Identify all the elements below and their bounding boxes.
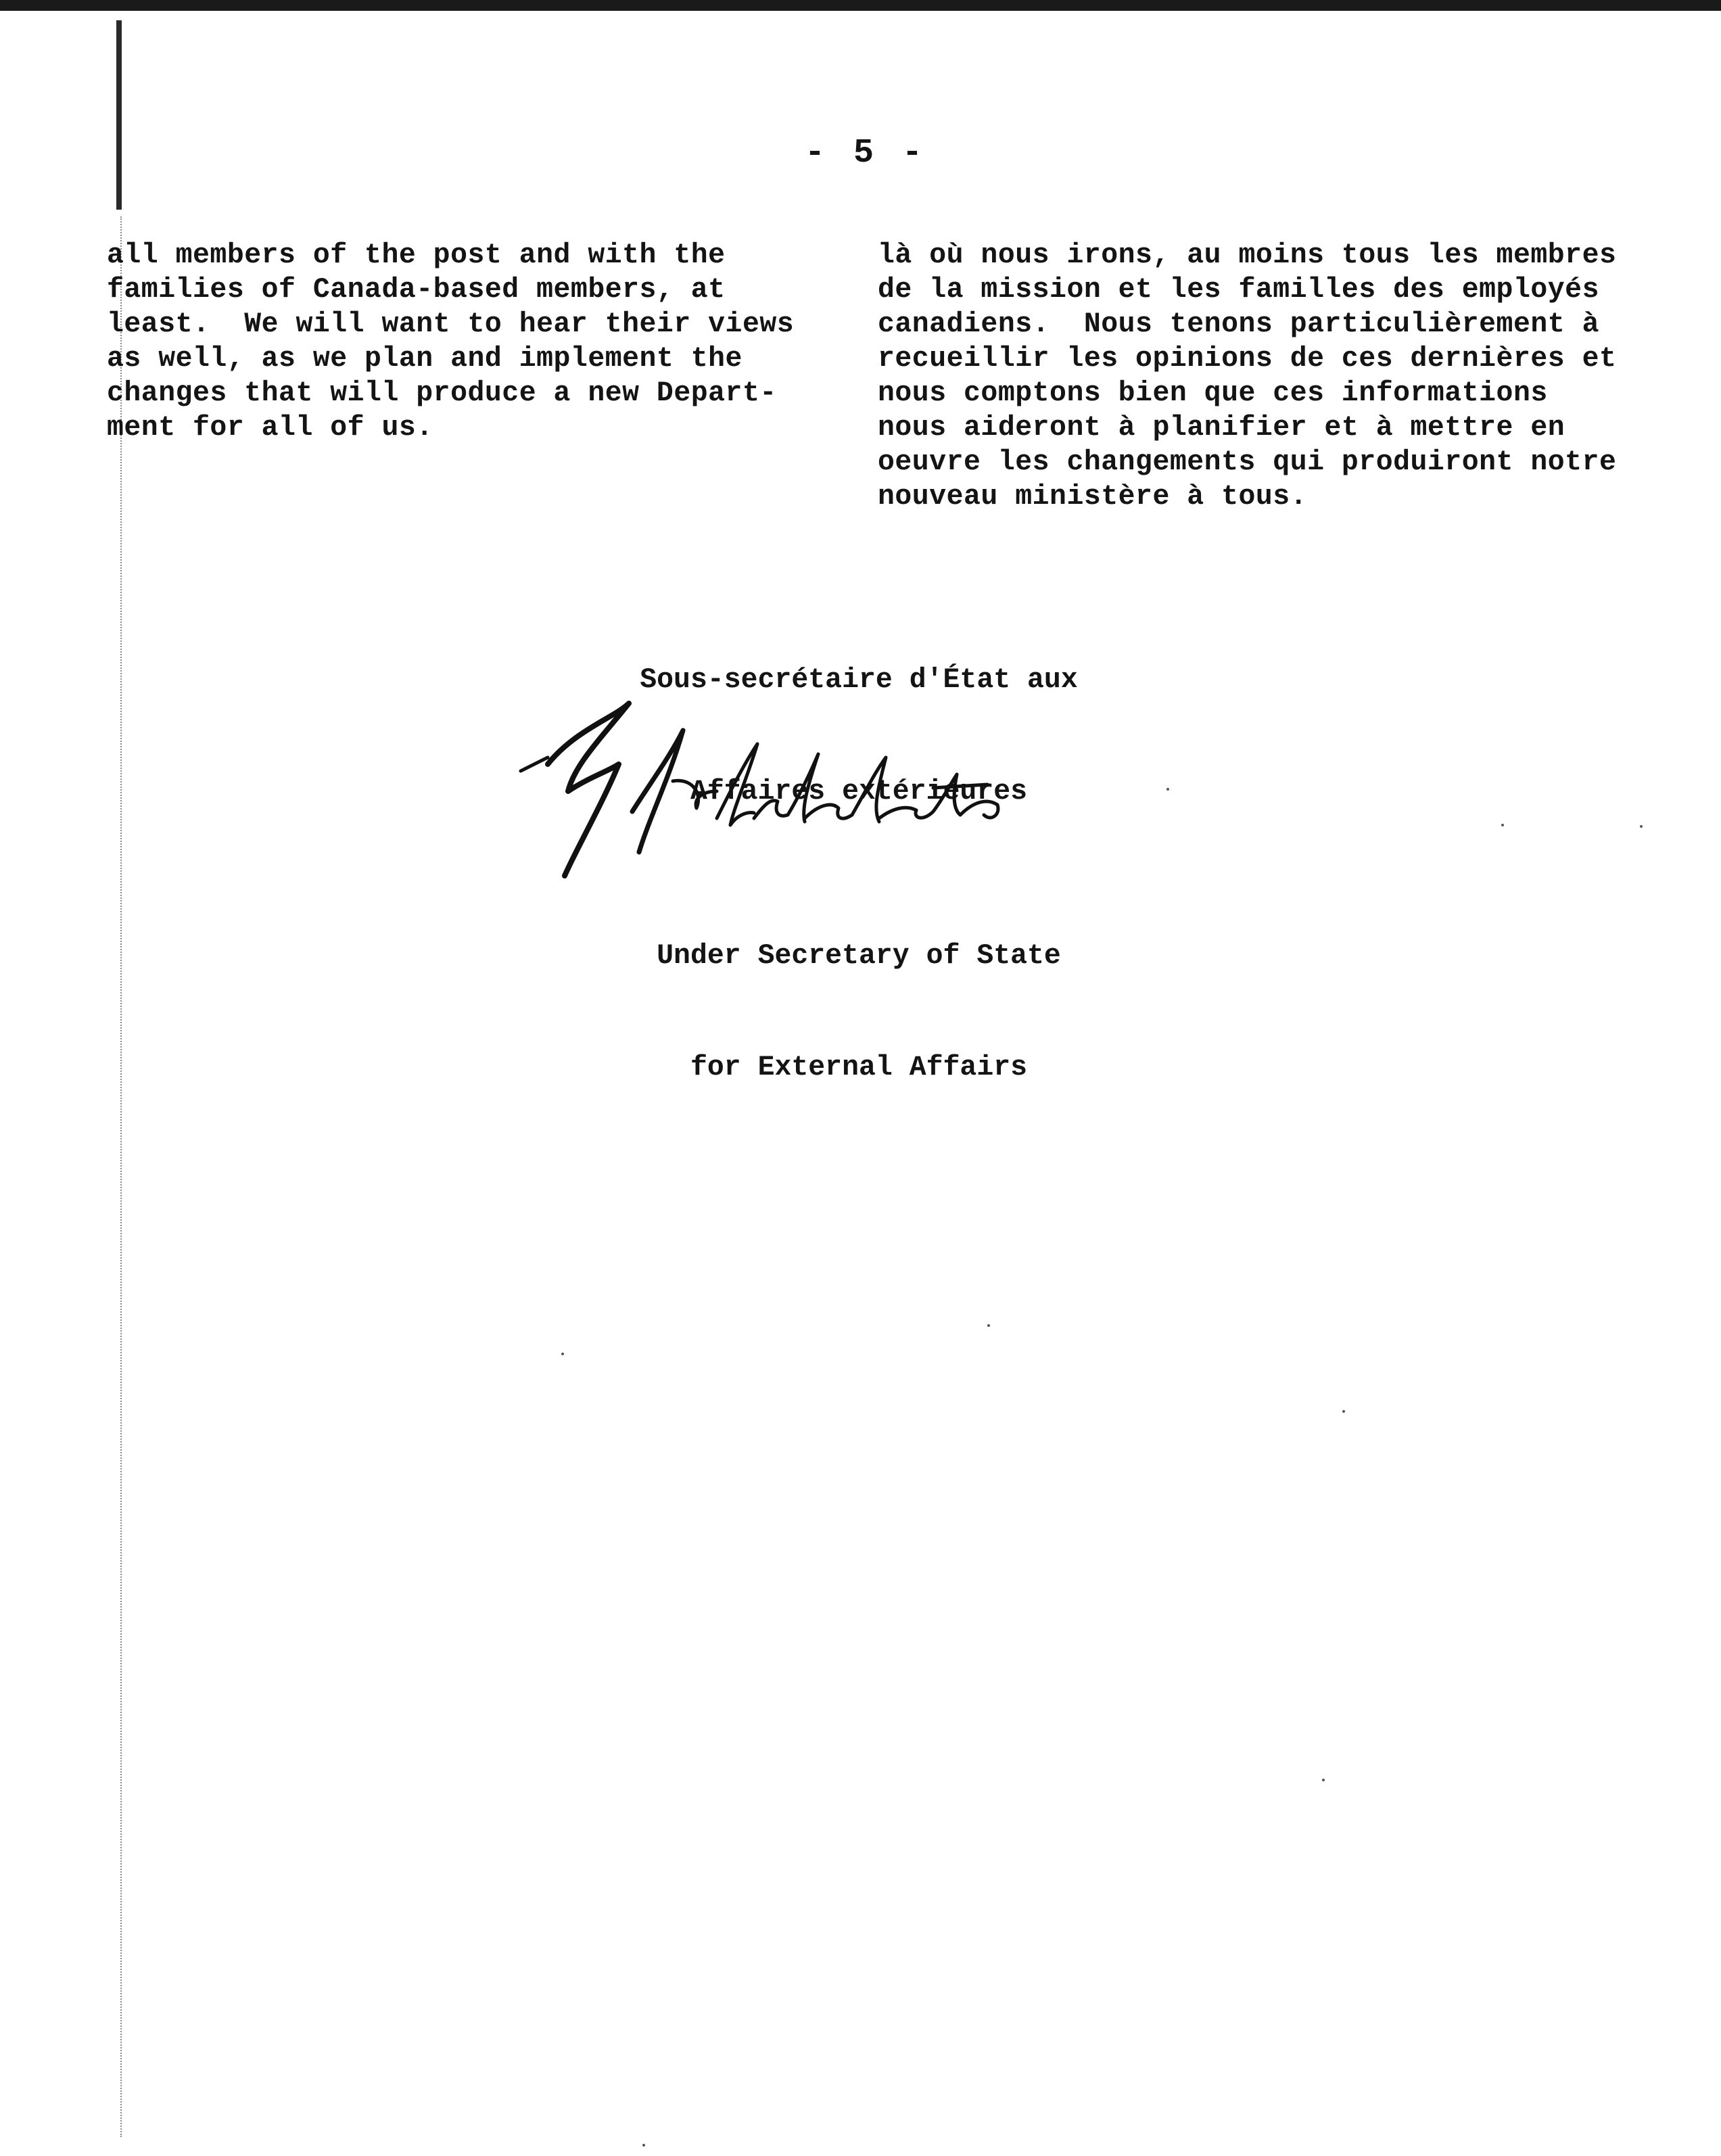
scan-speck [1322,1779,1325,1781]
french-line: de la mission et les familles des employés [878,274,1599,306]
signatory-title-english [588,863,1129,1123]
french-line: là où nous irons, au moins tous les membres [878,239,1617,271]
page-number: - 5 - [804,134,927,172]
scan-margin-marks [120,216,124,2137]
english-line: families of Canada-based members, at [107,274,726,306]
scan-speck [561,1353,564,1355]
english-column [107,238,810,445]
scan-speck [642,2144,645,2147]
scan-top-edge [0,0,1721,11]
signatory-title-line: Affaires extérieures [690,776,1028,807]
english-line: changes that will produce a new Depart- [107,377,777,409]
french-line: oeuvre les changements qui produiront notre [878,446,1617,478]
french-column [878,238,1635,514]
signatory-title-line: for External Affairs [690,1052,1028,1083]
scan-speck [1342,1410,1345,1413]
french-line: nous aideront à planifier et à mettre en [878,412,1565,444]
french-line: nous comptons bien que ces informations [878,377,1548,409]
scan-speck [987,1324,990,1327]
scan-speck [1501,824,1504,826]
signatory-title-line: Sous-secrétaire d'État aux [640,664,1078,696]
english-line: as well, as we plan and implement the [107,343,742,375]
signatory-title-line: Under Secretary of State [657,940,1061,972]
french-line: nouveau ministère à tous. [878,481,1308,513]
french-line: canadiens. Nous tenons particulièrement à [878,308,1599,340]
scan-speck [1640,825,1643,828]
french-line: recueillir les opinions de ces dernières et [878,343,1617,375]
scan-binding-mark [116,20,122,210]
english-line: least. We will want to hear their views [107,308,795,340]
english-line: all members of the post and with the [107,239,726,271]
english-line: ment for all of us. [107,412,433,444]
scan-speck [1166,788,1169,791]
handwritten-signature [500,690,1109,893]
